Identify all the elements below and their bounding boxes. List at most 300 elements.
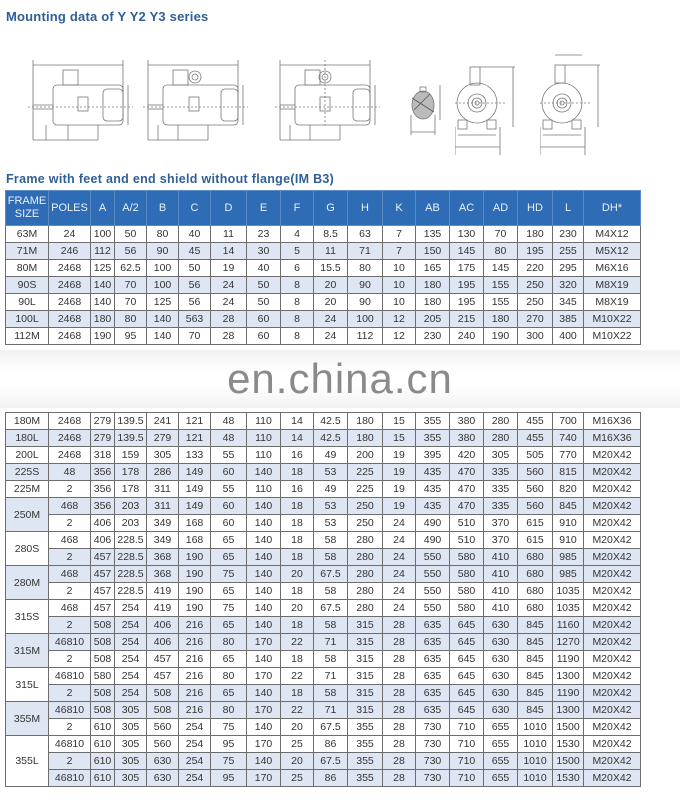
table-cell: 630 xyxy=(484,634,518,651)
table-cell: 455 xyxy=(518,413,553,430)
table-row xyxy=(6,481,641,498)
table-cell: 610 xyxy=(91,719,115,736)
table-cell: 46810 xyxy=(49,634,91,651)
table-cell: 75 xyxy=(211,600,247,617)
frame-size-cell: 112M xyxy=(6,328,49,345)
table-cell: 580 xyxy=(450,600,484,617)
table-cell: M20X42 xyxy=(584,600,641,617)
table-cell: 133 xyxy=(179,447,211,464)
table-cell: 24 xyxy=(383,583,416,600)
table-cell: 254 xyxy=(115,634,147,651)
table-cell: 30 xyxy=(247,243,281,260)
table-cell: 125 xyxy=(147,294,179,311)
col-header-g: G xyxy=(314,191,348,226)
table-cell: 40 xyxy=(179,226,211,243)
table-cell: 645 xyxy=(450,685,484,702)
table-body-top xyxy=(6,226,641,345)
table-header-row xyxy=(6,191,641,226)
table-cell: 20 xyxy=(281,753,314,770)
table-cell: 20 xyxy=(314,294,348,311)
table-cell: 195 xyxy=(450,277,484,294)
table-cell: 170 xyxy=(247,736,281,753)
table-cell: 90 xyxy=(147,243,179,260)
table-cell: 560 xyxy=(518,481,553,498)
table-row xyxy=(6,311,641,328)
table-title: Frame with feet and end shield without flange(IM B3) xyxy=(6,172,335,186)
table-cell: M10X22 xyxy=(584,311,641,328)
table-cell: 2468 xyxy=(49,311,91,328)
table-cell: M20X42 xyxy=(584,617,641,634)
table-cell: 254 xyxy=(179,719,211,736)
table-cell: 508 xyxy=(147,702,179,719)
table-cell: 730 xyxy=(416,770,450,787)
table-cell: 228.5 xyxy=(115,549,147,566)
table-cell: 65 xyxy=(211,685,247,702)
table-cell: 680 xyxy=(518,566,553,583)
table-cell: 615 xyxy=(518,515,553,532)
frame-size-cell: 100L xyxy=(6,311,49,328)
table-cell: 203 xyxy=(115,498,147,515)
table-cell: 315 xyxy=(348,617,383,634)
table-cell: 18 xyxy=(281,651,314,668)
table-cell: 410 xyxy=(484,600,518,617)
table-cell: 380 xyxy=(450,413,484,430)
table-cell: 53 xyxy=(314,464,348,481)
table-cell: M20X42 xyxy=(584,481,641,498)
table-cell: 180 xyxy=(416,277,450,294)
table-row xyxy=(6,668,641,685)
table-cell: 58 xyxy=(314,651,348,668)
mounting-diagrams xyxy=(0,45,680,160)
table-cell: 370 xyxy=(484,515,518,532)
table-row xyxy=(6,600,641,617)
table-cell: 457 xyxy=(91,549,115,566)
table-cell: 100 xyxy=(147,277,179,294)
table-cell: 53 xyxy=(314,498,348,515)
table-cell: 406 xyxy=(147,634,179,651)
table-cell: 28 xyxy=(211,311,247,328)
table-cell: M20X42 xyxy=(584,702,641,719)
table-cell: 630 xyxy=(484,617,518,634)
table-cell: 1270 xyxy=(553,634,584,651)
table-cell: 56 xyxy=(179,294,211,311)
table-cell: 2 xyxy=(49,753,91,770)
table-cell: 121 xyxy=(179,413,211,430)
table-cell: 11 xyxy=(314,243,348,260)
motor-end-view-diagram-1 xyxy=(455,65,525,160)
table-cell: 280 xyxy=(348,566,383,583)
table-cell: 550 xyxy=(416,566,450,583)
table-cell: 311 xyxy=(147,498,179,515)
table-cell: 305 xyxy=(115,770,147,787)
table-cell: 46810 xyxy=(49,668,91,685)
table-cell: 65 xyxy=(211,549,247,566)
col-header-ab: AB xyxy=(416,191,450,226)
table-cell: 42.5 xyxy=(314,430,348,447)
table-cell: 279 xyxy=(91,430,115,447)
col-header-e: E xyxy=(247,191,281,226)
table-cell: 368 xyxy=(147,549,179,566)
table-cell: 190 xyxy=(179,600,211,617)
table-cell: 19 xyxy=(211,260,247,277)
table-cell: 24 xyxy=(383,566,416,583)
table-cell: 139.5 xyxy=(115,413,147,430)
table-cell: 125 xyxy=(91,260,115,277)
table-cell: 279 xyxy=(91,413,115,430)
table-cell: 190 xyxy=(179,583,211,600)
table-cell: 406 xyxy=(91,515,115,532)
table-cell: 510 xyxy=(450,532,484,549)
table-cell: 254 xyxy=(115,651,147,668)
table-cell: 58 xyxy=(314,617,348,634)
table-cell: 121 xyxy=(179,430,211,447)
table-cell: 216 xyxy=(179,702,211,719)
table-cell: 710 xyxy=(450,770,484,787)
table-cell: 50 xyxy=(179,260,211,277)
table-cell: 46810 xyxy=(49,702,91,719)
table-cell: 457 xyxy=(147,651,179,668)
table-cell: 18 xyxy=(281,549,314,566)
table-cell: 8 xyxy=(281,277,314,294)
table-cell: 645 xyxy=(450,651,484,668)
col-header-k: K xyxy=(383,191,416,226)
table-cell: 419 xyxy=(147,583,179,600)
table-cell: 195 xyxy=(518,243,553,260)
table-cell: 25 xyxy=(281,770,314,787)
table-cell: 16 xyxy=(281,481,314,498)
table-cell: 10 xyxy=(383,277,416,294)
table-cell: 178 xyxy=(115,464,147,481)
table-cell: 1035 xyxy=(553,600,584,617)
table-cell: 615 xyxy=(518,532,553,549)
page-title: Mounting data of Y Y2 Y3 series xyxy=(6,9,209,24)
col-header-f: F xyxy=(281,191,314,226)
table-cell: 50 xyxy=(247,294,281,311)
table-cell: 46810 xyxy=(49,736,91,753)
table-cell: 655 xyxy=(484,770,518,787)
table-cell: 2 xyxy=(49,651,91,668)
table-cell: 560 xyxy=(518,464,553,481)
table-cell: 630 xyxy=(484,685,518,702)
table-cell: 240 xyxy=(450,328,484,345)
table-cell: 216 xyxy=(179,634,211,651)
table-cell: 228.5 xyxy=(115,583,147,600)
table-row xyxy=(6,294,641,311)
table-cell: 700 xyxy=(553,413,584,430)
table-cell: 254 xyxy=(179,736,211,753)
table-cell: 175 xyxy=(450,260,484,277)
table-cell: 335 xyxy=(484,464,518,481)
table-cell: 730 xyxy=(416,753,450,770)
table-cell: 410 xyxy=(484,549,518,566)
col-header-c: C xyxy=(179,191,211,226)
table-cell: 100 xyxy=(91,226,115,243)
table-cell: 112 xyxy=(91,243,115,260)
table-cell: 60 xyxy=(247,311,281,328)
table-row xyxy=(6,260,641,277)
table-cell: 16 xyxy=(281,447,314,464)
frame-size-cell: 71M xyxy=(6,243,49,260)
table-cell: 468 xyxy=(49,532,91,549)
col-header-d: D xyxy=(211,191,247,226)
table-cell: 355 xyxy=(348,736,383,753)
table-cell: 180 xyxy=(348,430,383,447)
table-row xyxy=(6,226,641,243)
col-header-b: B xyxy=(147,191,179,226)
table-cell: 28 xyxy=(211,328,247,345)
table-cell: 400 xyxy=(553,328,584,345)
table-cell: 508 xyxy=(91,634,115,651)
table-cell: 190 xyxy=(91,328,115,345)
table-cell: 740 xyxy=(553,430,584,447)
table-cell: 410 xyxy=(484,583,518,600)
table-cell: 180 xyxy=(416,294,450,311)
table-cell: 170 xyxy=(247,634,281,651)
table-cell: 11 xyxy=(211,226,247,243)
table-cell: 280 xyxy=(484,430,518,447)
table-cell: 630 xyxy=(147,753,179,770)
table-cell: 335 xyxy=(484,481,518,498)
table-cell: 19 xyxy=(383,481,416,498)
table-row xyxy=(6,685,641,702)
table-cell: 368 xyxy=(147,566,179,583)
table-cell: 635 xyxy=(416,685,450,702)
table-row xyxy=(6,243,641,260)
table-cell: 1190 xyxy=(553,685,584,702)
table-cell: 19 xyxy=(383,464,416,481)
table-cell: 2468 xyxy=(49,294,91,311)
table-cell: 1160 xyxy=(553,617,584,634)
table-cell: 28 xyxy=(383,719,416,736)
table-cell: 28 xyxy=(383,651,416,668)
table-cell: 22 xyxy=(281,634,314,651)
table-row xyxy=(6,447,641,464)
table-cell: 280 xyxy=(348,600,383,617)
table-cell: 80 xyxy=(211,702,247,719)
table-cell: 630 xyxy=(147,770,179,787)
table-row xyxy=(6,566,641,583)
table-cell: 140 xyxy=(91,277,115,294)
table-cell: 24 xyxy=(383,600,416,617)
table-cell: 18 xyxy=(281,617,314,634)
table-cell: 24 xyxy=(314,311,348,328)
frame-size-cell: 280S xyxy=(6,532,49,566)
frame-size-cell: 80M xyxy=(6,260,49,277)
table-cell: 28 xyxy=(383,753,416,770)
table-cell: 10 xyxy=(383,260,416,277)
table-cell: 14 xyxy=(281,430,314,447)
table-cell: M20X42 xyxy=(584,447,641,464)
table-cell: 15 xyxy=(383,430,416,447)
table-cell: 24 xyxy=(211,277,247,294)
table-cell: 220 xyxy=(518,260,553,277)
table-cell: 680 xyxy=(518,583,553,600)
table-cell: 254 xyxy=(179,770,211,787)
table-cell: 80 xyxy=(115,311,147,328)
table-cell: 56 xyxy=(115,243,147,260)
table-cell: 254 xyxy=(179,753,211,770)
table-cell: 580 xyxy=(91,668,115,685)
table-cell: 28 xyxy=(383,668,416,685)
table-cell: 2 xyxy=(49,685,91,702)
table-cell: M8X19 xyxy=(584,277,641,294)
table-row xyxy=(6,328,641,345)
table-cell: 250 xyxy=(518,294,553,311)
table-cell: 60 xyxy=(247,328,281,345)
table-cell: M20X42 xyxy=(584,515,641,532)
table-cell: 305 xyxy=(115,736,147,753)
table-cell: M20X42 xyxy=(584,549,641,566)
table-cell: 228.5 xyxy=(115,566,147,583)
table-cell: 24 xyxy=(383,549,416,566)
table-row xyxy=(6,498,641,515)
table-cell: 1530 xyxy=(553,770,584,787)
table-cell: 159 xyxy=(115,447,147,464)
table-cell: 655 xyxy=(484,719,518,736)
table-cell: 457 xyxy=(91,583,115,600)
table-cell: 28 xyxy=(383,685,416,702)
table-cell: 65 xyxy=(211,617,247,634)
table-cell: 2468 xyxy=(49,260,91,277)
table-cell: 580 xyxy=(450,566,484,583)
table-cell: 508 xyxy=(91,651,115,668)
table-cell: 149 xyxy=(179,498,211,515)
table-cell: M20X42 xyxy=(584,753,641,770)
table-cell: 80 xyxy=(211,668,247,685)
table-cell: 4 xyxy=(281,226,314,243)
table-cell: 18 xyxy=(281,464,314,481)
table-row xyxy=(6,430,641,447)
table-cell: 7 xyxy=(383,243,416,260)
table-cell: 140 xyxy=(247,651,281,668)
table-cell: 635 xyxy=(416,617,450,634)
frame-size-cell: 90L xyxy=(6,294,49,311)
frame-size-cell: 315L xyxy=(6,668,49,702)
table-cell: 406 xyxy=(147,617,179,634)
table-cell: 110 xyxy=(247,413,281,430)
frame-size-cell: 315S xyxy=(6,600,49,634)
table-cell: 2 xyxy=(49,515,91,532)
table-cell: 355 xyxy=(416,413,450,430)
table-cell: 49 xyxy=(314,447,348,464)
table-cell: 250 xyxy=(348,498,383,515)
table-cell: 315 xyxy=(348,685,383,702)
frame-size-cell: 200L xyxy=(6,447,49,464)
motor-side-view-diagram-3 xyxy=(275,55,385,145)
frame-size-cell: 355L xyxy=(6,736,49,787)
table-cell: 40 xyxy=(247,260,281,277)
table-cell: 250 xyxy=(518,277,553,294)
table-cell: 468 xyxy=(49,498,91,515)
table-cell: 70 xyxy=(115,294,147,311)
table-cell: 130 xyxy=(450,226,484,243)
table-cell: 355 xyxy=(348,770,383,787)
table-cell: 610 xyxy=(91,753,115,770)
table-row xyxy=(6,515,641,532)
table-row xyxy=(6,583,641,600)
table-row xyxy=(6,651,641,668)
table-cell: 645 xyxy=(450,668,484,685)
table-cell: 770 xyxy=(553,447,584,464)
table-cell: 845 xyxy=(518,685,553,702)
table-cell: 550 xyxy=(416,600,450,617)
table-cell: 563 xyxy=(179,311,211,328)
table-cell: 19 xyxy=(383,447,416,464)
table-cell: 845 xyxy=(518,651,553,668)
table-cell: 50 xyxy=(115,226,147,243)
table-cell: M20X42 xyxy=(584,685,641,702)
table-cell: 710 xyxy=(450,753,484,770)
table-cell: 279 xyxy=(147,430,179,447)
table-cell: 560 xyxy=(518,498,553,515)
table-cell: 140 xyxy=(147,311,179,328)
table-cell: 12 xyxy=(383,311,416,328)
table-cell: 508 xyxy=(91,617,115,634)
table-cell: 345 xyxy=(553,294,584,311)
table-cell: 48 xyxy=(211,430,247,447)
table-cell: 457 xyxy=(147,668,179,685)
motor-side-view-diagram-1 xyxy=(28,55,138,145)
table-cell: 75 xyxy=(211,753,247,770)
table-cell: 60 xyxy=(211,464,247,481)
table-cell: 15.5 xyxy=(314,260,348,277)
table-cell: 24 xyxy=(314,328,348,345)
table-cell: 315 xyxy=(348,702,383,719)
table-cell: 71 xyxy=(314,634,348,651)
table-cell: 8 xyxy=(281,294,314,311)
table-cell: 95 xyxy=(211,736,247,753)
table-cell: 216 xyxy=(179,651,211,668)
table-cell: 295 xyxy=(553,260,584,277)
table-cell: 18 xyxy=(281,532,314,549)
table-cell: 48 xyxy=(49,464,91,481)
table-cell: 470 xyxy=(450,464,484,481)
table-cell: 560 xyxy=(147,719,179,736)
table-cell: 165 xyxy=(416,260,450,277)
table-cell: 355 xyxy=(348,753,383,770)
table-cell: 65 xyxy=(211,583,247,600)
table-cell: 140 xyxy=(247,532,281,549)
table-row xyxy=(6,753,641,770)
table-cell: 70 xyxy=(179,328,211,345)
table-cell: 845 xyxy=(518,668,553,685)
table-cell: 139.5 xyxy=(115,430,147,447)
table-cell: M6X16 xyxy=(584,260,641,277)
table-cell: M20X42 xyxy=(584,583,641,600)
table-cell: 112 xyxy=(348,328,383,345)
table-cell: 349 xyxy=(147,532,179,549)
table-cell: 180 xyxy=(484,311,518,328)
table-cell: 395 xyxy=(416,447,450,464)
table-cell: 230 xyxy=(416,328,450,345)
table-cell: 580 xyxy=(450,549,484,566)
table-cell: 635 xyxy=(416,651,450,668)
table-cell: 910 xyxy=(553,532,584,549)
table-cell: 90 xyxy=(348,294,383,311)
table-cell: 254 xyxy=(115,617,147,634)
table-cell: 140 xyxy=(247,498,281,515)
table-cell: 505 xyxy=(518,447,553,464)
table-cell: 280 xyxy=(348,532,383,549)
table-cell: 28 xyxy=(383,617,416,634)
table-cell: 490 xyxy=(416,532,450,549)
table-cell: 1035 xyxy=(553,583,584,600)
table-cell: 318 xyxy=(91,447,115,464)
table-cell: 470 xyxy=(450,481,484,498)
table-cell: 320 xyxy=(553,277,584,294)
table-cell: 305 xyxy=(115,719,147,736)
table-cell: 140 xyxy=(247,600,281,617)
